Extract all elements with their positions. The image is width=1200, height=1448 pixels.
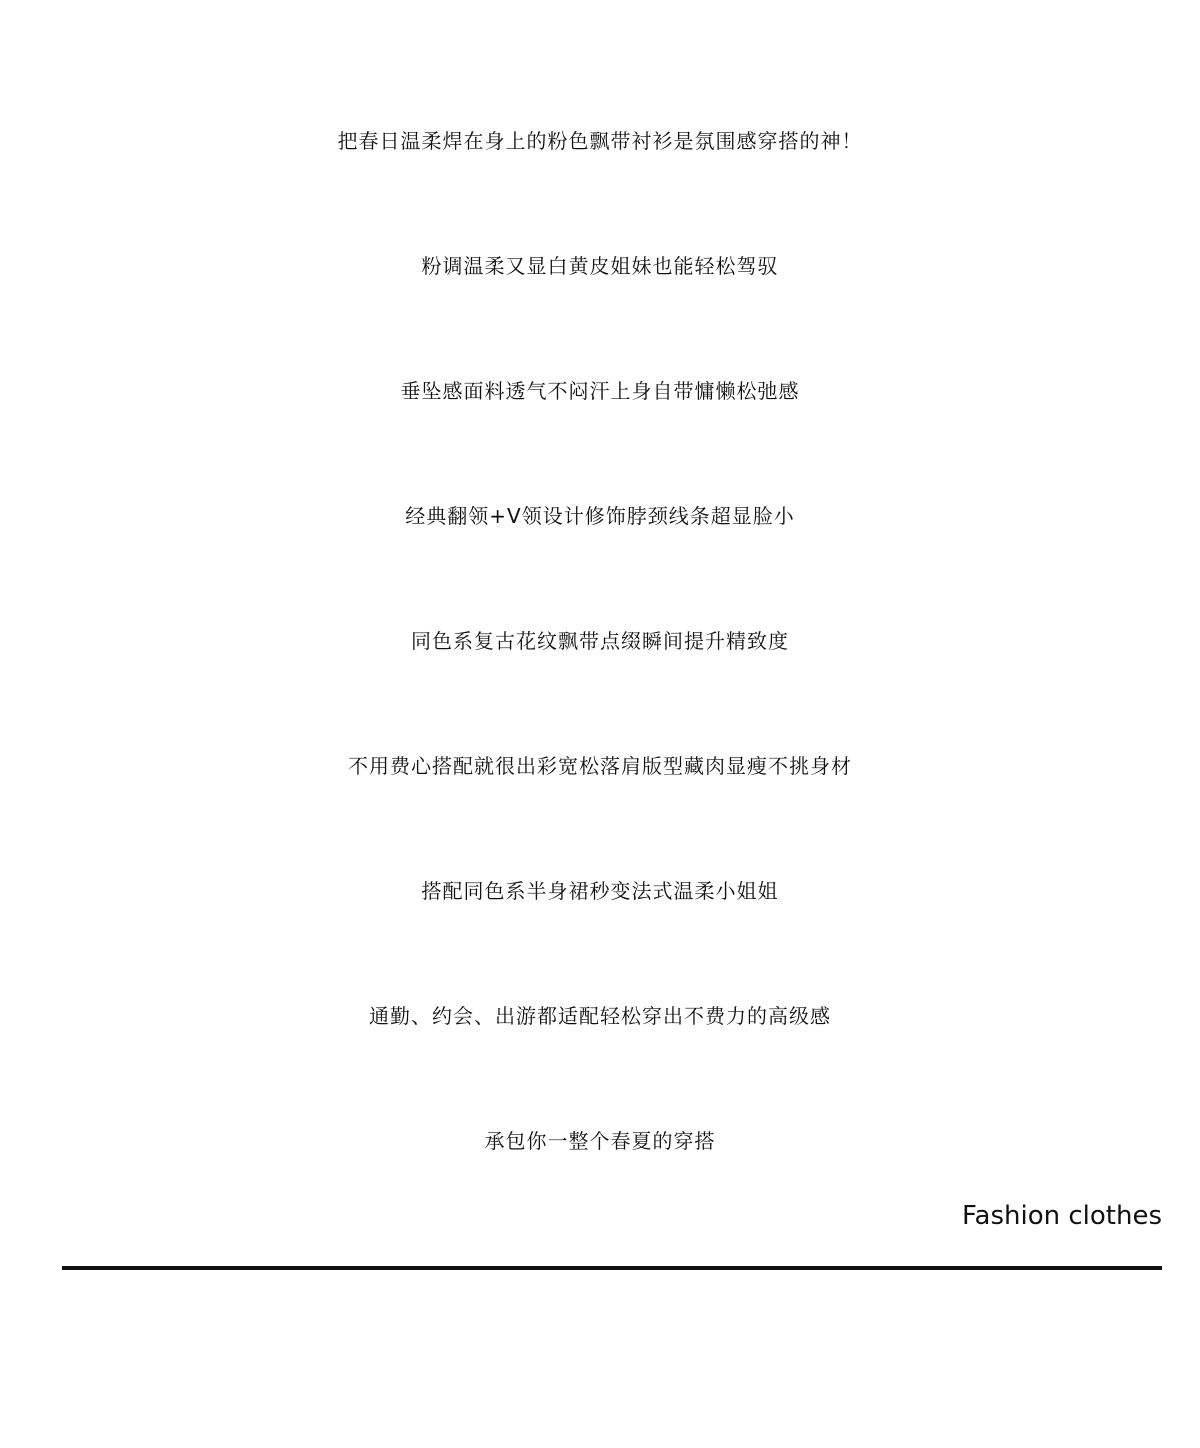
description-line: 把春日温柔焊在身上的粉色飘带衬衫是氛围感穿搭的神！ xyxy=(337,129,863,153)
brand-caption: Fashion clothes xyxy=(961,1201,1162,1231)
description-line: 粉调温柔又显白黄皮姐妹也能轻松驾驭 xyxy=(421,254,779,278)
description-line: 承包你一整个春夏的穿搭 xyxy=(484,1129,716,1153)
description-line: 搭配同色系半身裙秒变法式温柔小姐姐 xyxy=(421,879,779,903)
description-line: 垂坠感面料透气不闷汗上身自带慵懒松弛感 xyxy=(400,379,800,403)
horizontal-divider xyxy=(62,1266,1162,1270)
description-line: 通勤、约会、出游都适配轻松穿出不费力的高级感 xyxy=(369,1004,831,1028)
description-line: 同色系复古花纹飘带点缀瞬间提升精致度 xyxy=(411,629,789,653)
description-line: 不用费心搭配就很出彩宽松落肩版型藏肉显瘦不挑身材 xyxy=(348,754,852,778)
description-line: 经典翻领+V领设计修饰脖颈线条超显脸小 xyxy=(405,504,795,528)
